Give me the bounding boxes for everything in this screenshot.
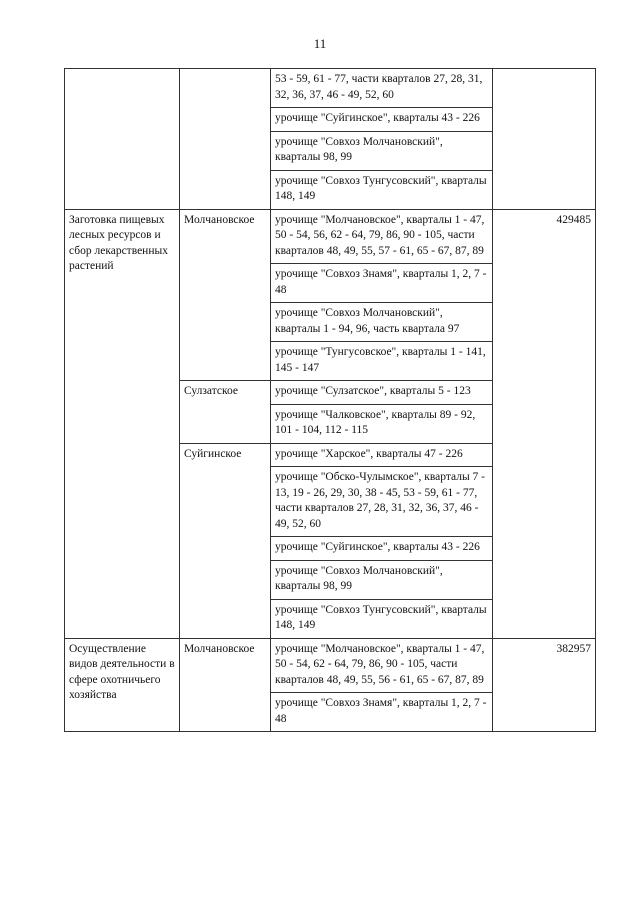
- forestry-cell: Суйгинское: [180, 443, 271, 638]
- location-cell: урочище "Чалковское", кварталы 89 - 92, 101 - 104, 112 - 115: [271, 404, 493, 443]
- location-cell: урочище "Совхоз Знамя", кварталы 1, 2, 7 - 48: [271, 264, 493, 303]
- activity-cell: [65, 69, 180, 210]
- area-cell: 382957: [493, 638, 596, 732]
- table-row: [65, 209, 596, 264]
- area-cell: 429485: [493, 209, 596, 638]
- forestry-cell: [180, 69, 271, 210]
- location-cell: урочище "Молчановское", кварталы 1 - 47, 50 - 54, 62 - 64, 79, 86, 90 - 105, части кварталов 48, 49, 55, 56 - 61, 65 - 67, 87, 89: [271, 638, 493, 693]
- location-cell: 53 - 59, 61 - 77, части кварталов 27, 28, 31, 32, 36, 37, 46 - 49, 52, 60: [271, 69, 493, 108]
- location-cell: урочище "Молчановское", кварталы 1 - 47, 50 - 54, 56, 62 - 64, 79, 86, 90 - 105, части кварталов 48, 49, 55, 57 - 61, 65 - 67, 87, 89: [271, 209, 493, 264]
- location-cell: урочище "Совхоз Молчановский", кварталы 1 - 94, 96, часть квартала 97: [271, 303, 493, 342]
- forestry-cell: Сулзатское: [180, 381, 271, 444]
- activity-cell: Осуществление видов деятельности в сфере охотничьего хозяйства: [65, 638, 180, 732]
- location-cell: урочище "Совхоз Тунгусовский", кварталы 148, 149: [271, 599, 493, 638]
- forestry-cell: Молчановское: [180, 638, 271, 732]
- location-cell: урочище "Суйгинское", кварталы 43 - 226: [271, 108, 493, 132]
- location-cell: урочище "Совхоз Молчановский", кварталы 98, 99: [271, 560, 493, 599]
- location-cell: урочище "Сулзатское", кварталы 5 - 123: [271, 381, 493, 405]
- forestry-cell: Молчановское: [180, 209, 271, 381]
- activity-cell: Заготовка пищевых лесных ресурсов и сбор лекарственных растений: [65, 209, 180, 638]
- location-cell: урочище "Совхоз Знамя", кварталы 1, 2, 7 - 48: [271, 693, 493, 732]
- table-row: [65, 638, 596, 693]
- location-cell: урочище "Совхоз Тунгусовский", кварталы 148, 149: [271, 170, 493, 209]
- page-number: 11: [313, 36, 327, 51]
- location-cell: урочище "Харское", кварталы 47 - 226: [271, 443, 493, 467]
- location-cell: урочище "Обско-Чулымское", кварталы 7 - 13, 19 - 26, 29, 30, 38 - 45, 53 - 59, 61 - 77, части кварталов 27, 28, 31, 32, 36, 37, 46 - 49, 52, 60: [271, 467, 493, 537]
- forest-use-table: [64, 68, 596, 732]
- area-cell: [493, 69, 596, 210]
- table-row: [65, 69, 596, 108]
- location-cell: урочище "Суйгинское", кварталы 43 - 226: [271, 537, 493, 561]
- location-cell: урочище "Совхоз Молчановский", кварталы 98, 99: [271, 131, 493, 170]
- location-cell: урочище "Тунгусовское", кварталы 1 - 141, 145 - 147: [271, 342, 493, 381]
